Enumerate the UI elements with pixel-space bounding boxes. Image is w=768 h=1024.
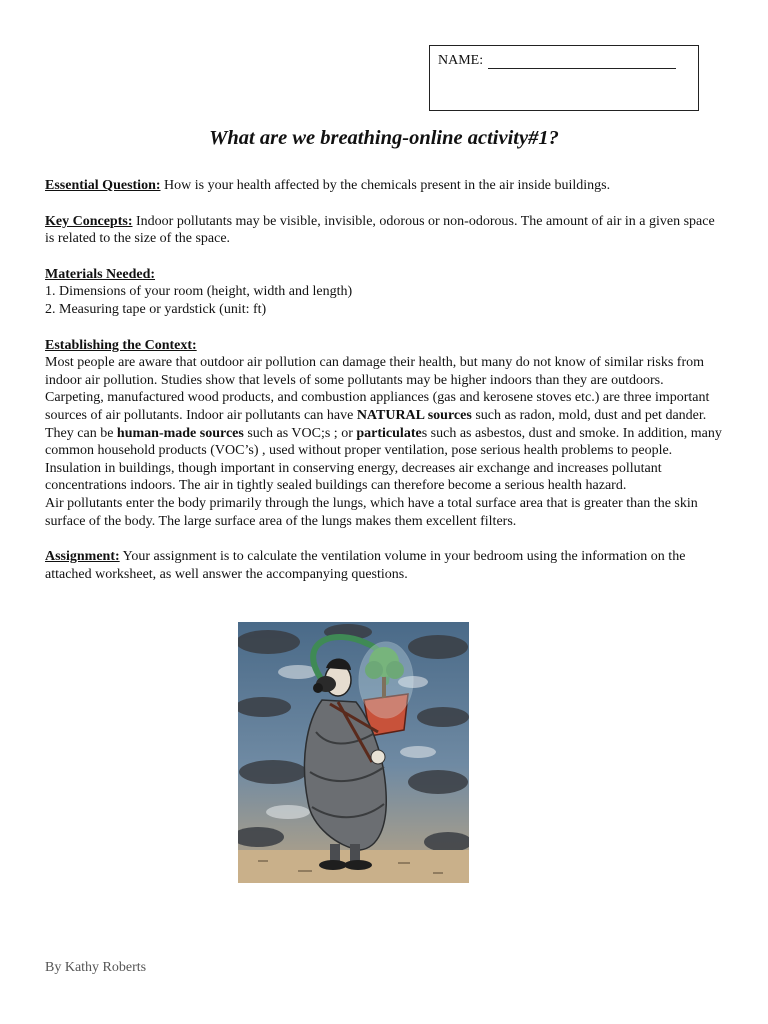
- page-title: What are we breathing-online activity#1?: [209, 127, 559, 149]
- assignment-text: Your assignment is to calculate the ventilation volume in your bedroom using the information on the attached worksheet, as well answer the accompanying questions.: [45, 549, 686, 582]
- gas-mask-illustration: [238, 622, 469, 883]
- key-concepts-label: Key Concepts:: [45, 213, 133, 229]
- name-box: [429, 45, 699, 111]
- key-concepts-text: Indoor pollutants may be visible, invisible, odorous or non-odorous. The amount of air in a given space is related to the size of the space.: [45, 213, 715, 247]
- context-label: Establishing the Context:: [45, 337, 197, 353]
- document-body: [45, 177, 725, 583]
- materials-label: Materials Needed:: [45, 266, 156, 282]
- context-paragraph-2: Air pollutants enter the body primarily through the lungs, which have a total surface area that is greater than the skin surface of the body. The large surface area of the lungs makes them excellent filters.: [45, 495, 698, 529]
- essential-question: [45, 177, 725, 195]
- materials-item: 2. Measuring tape or yardstick (unit: ft): [45, 301, 267, 317]
- essential-question-text: How is your health affected by the chemicals present in the air inside buildings.: [160, 178, 611, 193]
- key-concepts: [45, 213, 725, 248]
- assignment: [45, 548, 725, 583]
- name-blank-line[interactable]: [488, 68, 676, 69]
- essential-question-label: Essential Question:: [45, 178, 161, 193]
- materials-item: 1. Dimensions of your room (height, width and length): [45, 284, 353, 300]
- author-credit: By Kathy Roberts: [45, 960, 147, 975]
- context-paragraph-1: Most people are aware that outdoor air pollution can damage their health, but many do not know of similar risks from indoor air pollution. Studies show that levels of some pollutants may be higher indoors than they are outdoors. Carpeting, manufactured wood products, and combustion appliances (gas and kerosene stoves etc.) are three important sources of air pollutants. Indoor air pollutants can have NATURAL sources such as radon, mold, dust and pet dander. They can be human-made sources such as VOC;s ; or particulates such as asbestos, dust and smoke. In addition, many common household products (VOC’s) , used without proper ventilation, pose serious health problems to people. Insulation in buildings, though important in conserving energy, decreases air exchange and increases pollutant concentrations indoors. The air in tightly sealed buildings can therefore become a serious health hazard.: [45, 355, 722, 494]
- assignment-label: Assignment:: [45, 549, 120, 565]
- name-label: NAME:: [438, 53, 484, 68]
